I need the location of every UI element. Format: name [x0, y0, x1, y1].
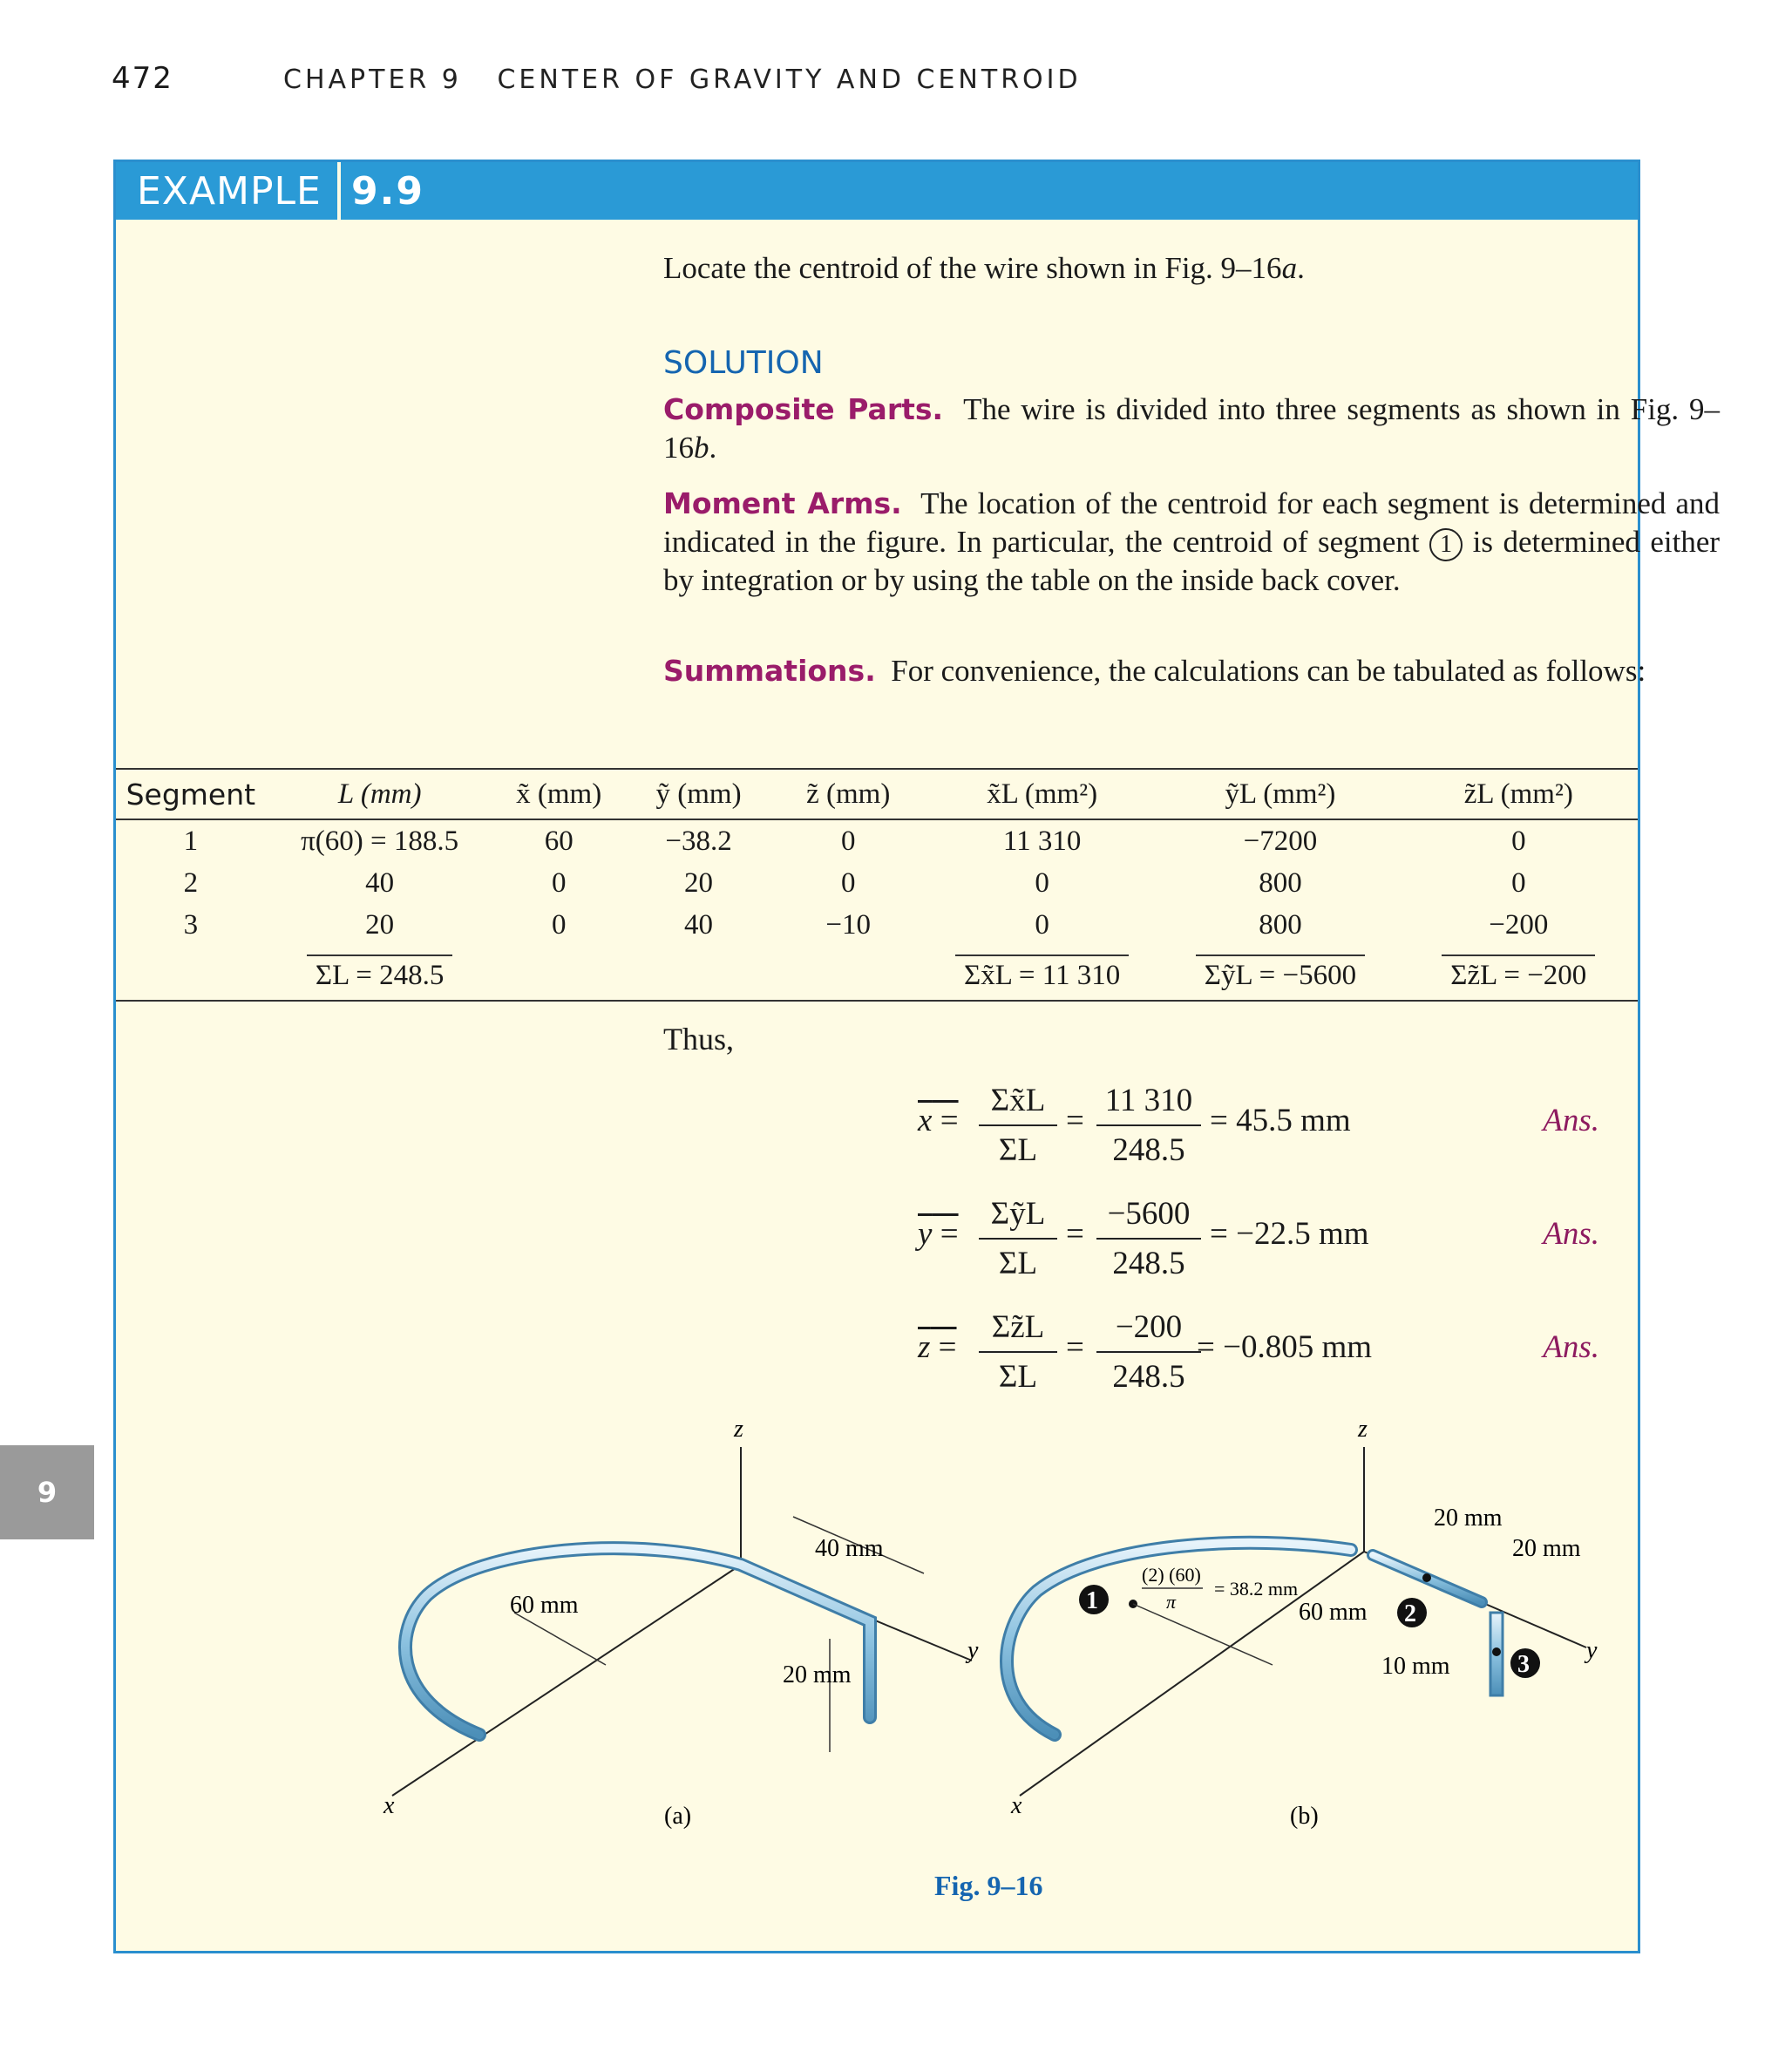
- moment-paragraph: [663, 485, 1720, 600]
- chapter-label: CHAPTER 9: [283, 65, 462, 95]
- eq-x-ans: Ans.: [1543, 1103, 1599, 1138]
- eq-z-val-frac: $\frac{-200}{248.5}$: [1096, 1308, 1201, 1396]
- summations-text: For convenience, the calculations can be tabulated as follows:: [891, 654, 1646, 688]
- fig-a-axis-y: y: [967, 1637, 979, 1664]
- thus-label: Thus,: [663, 1022, 734, 1056]
- composite-paragraph: [663, 391, 1720, 467]
- table-header-row: [116, 769, 1638, 819]
- eq-x-var: x =: [918, 1103, 959, 1138]
- composite-period: .: [709, 431, 717, 465]
- sum-xL: Σx̃L = 11 310: [955, 954, 1129, 992]
- eq-y-var: y =: [918, 1216, 959, 1252]
- table-row: 2 40 0 20 0 0 800 0: [183, 866, 1526, 899]
- chapter-title: [283, 65, 1082, 95]
- problem-period: .: [1297, 251, 1305, 285]
- eq-y-ans: Ans.: [1543, 1216, 1599, 1252]
- fig-b-seg-3: 3: [1517, 1651, 1530, 1678]
- fig-b-label: (b): [1290, 1803, 1319, 1830]
- side-tab: 9: [0, 1445, 94, 1539]
- summations-paragraph: [663, 652, 1720, 690]
- col-L: L (mm): [266, 769, 494, 819]
- fig-b-frac-num: (2) (60): [1142, 1564, 1201, 1586]
- eq-z-var: z =: [918, 1329, 957, 1365]
- col-zL: z̃L (mm²): [1400, 769, 1638, 819]
- eq-y-val-frac: $\frac{-5600}{248.5}$: [1096, 1195, 1201, 1282]
- fig-a-label: (a): [664, 1803, 692, 1830]
- example-label: EXAMPLE: [137, 169, 322, 214]
- fig-a-axis-x: x: [383, 1792, 395, 1819]
- equation-y: y = ΣỹL ΣL = $\frac{-5600}{248.5}$ = −22.5 mm Ans.: [918, 1196, 1599, 1281]
- fig-a-dim-60: 60 mm: [510, 1592, 579, 1619]
- problem-fig-letter: a: [1281, 251, 1298, 285]
- figure-b: [1007, 1416, 1598, 1830]
- eq-x-val-frac: $\frac{11 310}{248.5}$: [1096, 1082, 1201, 1169]
- composite-heading: Composite Parts.: [663, 392, 944, 426]
- col-x: x̃ (mm): [494, 769, 624, 819]
- fig-a-wire: [405, 1548, 870, 1735]
- composite-fig-letter: b: [694, 431, 709, 465]
- example-number: 9.9: [351, 169, 424, 214]
- eq-x-sym-frac: $\frac{\Sigma x̃L}{\Sigma L}$: [979, 1082, 1057, 1169]
- table-row: 1 π(60) = 188.5 60 −38.2 0 11 310 −7200 0: [183, 825, 1526, 857]
- fig-b-seg-1: 1: [1086, 1587, 1098, 1614]
- fig-b-frac-den: π: [1166, 1591, 1177, 1613]
- eq-z-result: −0.805 mm: [1223, 1329, 1373, 1365]
- centroid-table: [116, 768, 1638, 1002]
- composite-text: The wire is divided into three segments as shown in Fig. 9–16: [663, 392, 1720, 465]
- chapter-name: CENTER OF GRAVITY AND CENTROID: [497, 65, 1082, 95]
- eq-x-result: 45.5 mm: [1236, 1103, 1351, 1138]
- moment-text-b: is determined either by integration or by using the table on the inside back cover.: [663, 525, 1721, 597]
- problem-statement: [663, 249, 1720, 288]
- segment-1-circle: 1: [1429, 528, 1463, 561]
- fig-b-seg-2: 2: [1404, 1600, 1416, 1627]
- table-sum-row: [116, 946, 1638, 1001]
- table-row: 3 20 0 40 −10 0 800 −200: [183, 908, 1549, 941]
- banner-divider: [337, 162, 341, 220]
- equation-x: x = $\frac{\Sigma x̃L}{\Sigma L}$ = $\frac{11 310}{248.5}$ = 45.5 mm Ans.: [918, 1083, 1599, 1168]
- eq-z-ans: Ans.: [1543, 1329, 1599, 1365]
- fig-b-axis-y: y: [1586, 1637, 1598, 1664]
- fig-b-frac-result: = 38.2 mm: [1214, 1578, 1299, 1600]
- fig-b-dim-20a: 20 mm: [1434, 1505, 1503, 1532]
- col-z: z̃ (mm): [773, 769, 923, 819]
- moment-heading: Moment Arms.: [663, 486, 902, 520]
- summations-heading: Summations.: [663, 654, 876, 688]
- fig-b-dim-10: 10 mm: [1381, 1653, 1450, 1680]
- fig-b-dim-60: 60 mm: [1299, 1599, 1368, 1626]
- equation-z: z = $\frac{\Sigma z̃L}{\Sigma L}$ = $\frac{-200}{248.5}$ = −0.805 mm Ans.: [918, 1309, 1599, 1395]
- col-segment: Segment: [116, 769, 266, 819]
- figure-a: [383, 1416, 979, 1830]
- fig-a-dim-40: 40 mm: [815, 1535, 884, 1562]
- col-xL: x̃L (mm²): [923, 769, 1161, 819]
- fig-b-dim-20b: 20 mm: [1512, 1535, 1581, 1562]
- page-number: 472: [112, 61, 173, 96]
- eq-y-result: −22.5 mm: [1236, 1216, 1369, 1252]
- sum-zL: Σz̃L = −200: [1442, 954, 1595, 992]
- figure-9-16: [113, 1386, 1640, 1926]
- col-yL: ỹL (mm²): [1161, 769, 1399, 819]
- figure-caption: Fig. 9–16: [934, 1870, 1043, 1901]
- col-y: ỹ (mm): [624, 769, 774, 819]
- eq-z-sym-frac: $\frac{\Sigma z̃L}{\Sigma L}$: [979, 1308, 1057, 1396]
- sum-yL: ΣỹL = −5600: [1196, 954, 1365, 992]
- example-banner: [116, 162, 1638, 220]
- problem-text: Locate the centroid of the wire shown in Fig. 9–16: [663, 251, 1282, 285]
- moment-text-a: The location of the centroid for each segment is determined and indicated in the figure. In particular, the centroid of segment: [663, 486, 1720, 559]
- solution-heading: SOLUTION: [663, 345, 824, 381]
- fig-a-axis-z: z: [734, 1416, 743, 1443]
- eq-y-sym-frac: ΣỹL ΣL: [979, 1195, 1057, 1282]
- sum-L: ΣL = 248.5: [307, 954, 453, 992]
- fig-b-axis-z: z: [1358, 1416, 1368, 1443]
- fig-b-axis-x: x: [1011, 1792, 1022, 1819]
- fig-a-dim-20: 20 mm: [783, 1661, 852, 1688]
